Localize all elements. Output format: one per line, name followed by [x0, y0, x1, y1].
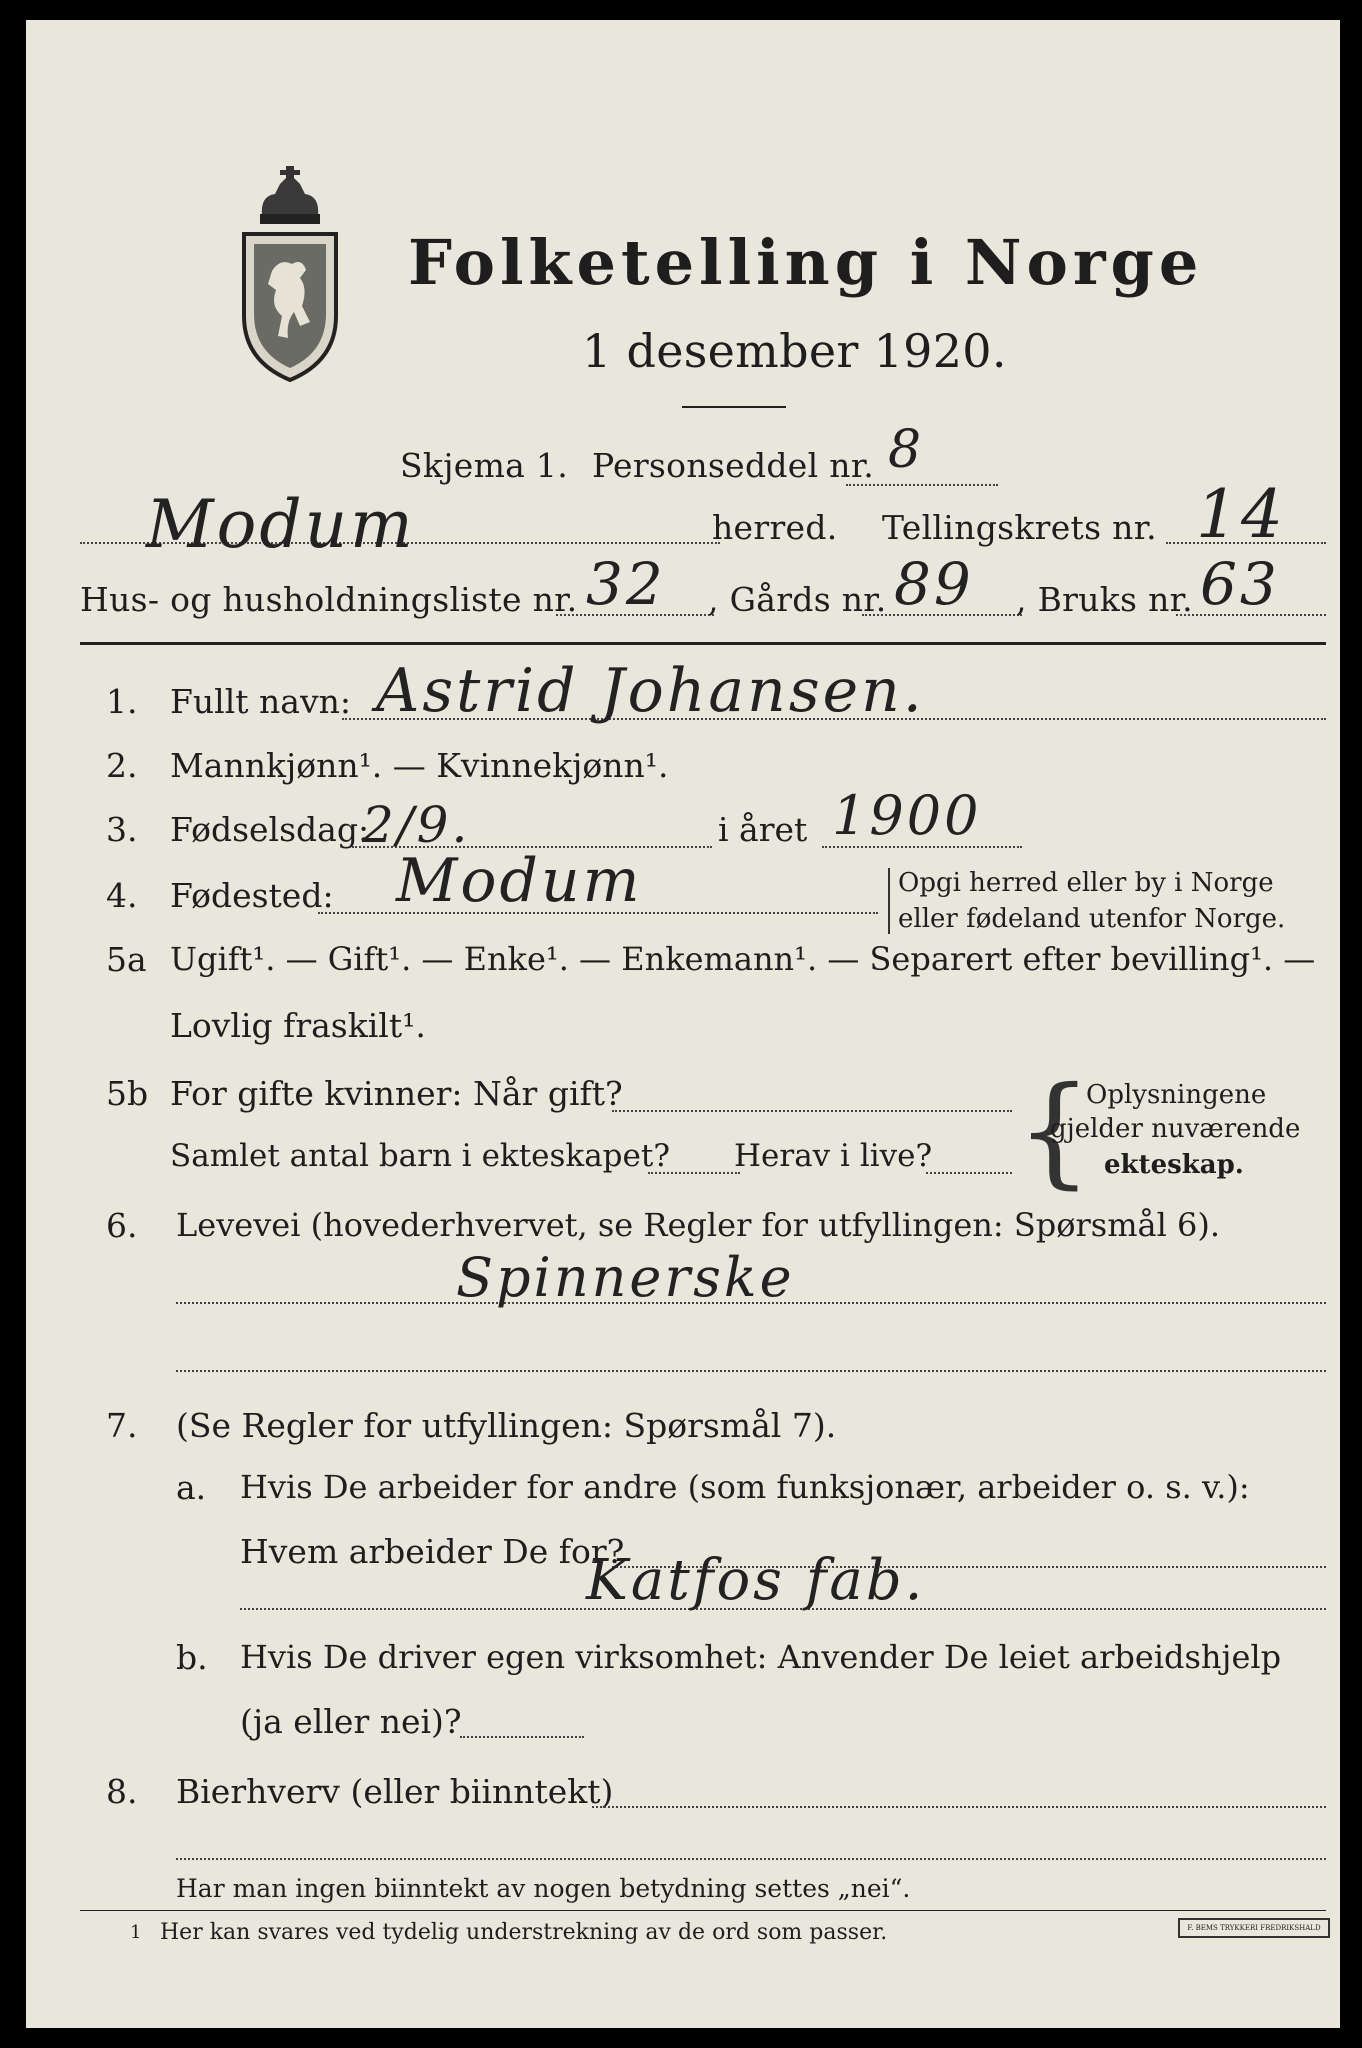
form-title: Folketelling i Norge [408, 226, 1204, 299]
header-divider [80, 642, 1326, 645]
q4-value: Modum [396, 846, 643, 916]
q5b-line-1: For gifte kvinner: Når gift? [170, 1074, 623, 1113]
hus-label: Hus- og husholdningsliste nr. [80, 580, 578, 619]
q5b-note-brace: { [1016, 1062, 1093, 1201]
q6-line-2[interactable] [176, 1370, 1326, 1372]
q7-label: (Se Regler for utfyllingen: Spørsmål 7). [176, 1406, 837, 1445]
tellingskrets-label: Tellingskrets nr. [882, 508, 1157, 547]
q5b-line-2b: Herav i live? [734, 1138, 933, 1174]
footer-note: Har man ingen biinntekt av nogen betydning settes „nei“. [176, 1874, 911, 1903]
bruks-label: , Bruks nr. [1016, 580, 1193, 619]
q8-number: 8. [106, 1772, 138, 1811]
q8-label: Bierhverv (eller biinntekt) [176, 1772, 614, 1811]
q7a-letter: a. [176, 1468, 207, 1507]
q2-label: Mannkjønn¹. — Kvinnekjønn¹. [170, 746, 669, 785]
bruks-value: 63 [1200, 550, 1280, 618]
q8-line-1[interactable] [592, 1806, 1326, 1808]
q4-label: Fødested: [170, 876, 334, 915]
footer-divider [80, 1910, 1326, 1911]
q7b-line[interactable] [460, 1736, 584, 1738]
census-form-page [26, 20, 1340, 2028]
q5b-when-line[interactable] [612, 1110, 1012, 1112]
footnote: Her kan svares ved tydelig understrekning av de ord som passer. [160, 1920, 888, 1945]
q5a-line-1: Ugift¹. — Gift¹. — Enke¹. — Enkemann¹. — Separert efter bevilling¹. — [170, 940, 1316, 978]
q3-value: 2/9. [362, 796, 471, 854]
q3-number: 3. [106, 810, 138, 849]
form-date: 1 desember 1920. [582, 324, 1007, 378]
q5b-note-1: Oplysningene [1086, 1080, 1267, 1110]
herred-label: herred. [712, 508, 838, 547]
q4-note-1: Opgi herred eller by i Norge [898, 868, 1274, 898]
gards-value: 89 [894, 550, 974, 618]
q8-line-2[interactable] [176, 1858, 1326, 1860]
q7-number: 7. [106, 1406, 138, 1445]
q4-note-2: eller fødeland utenfor Norge. [898, 904, 1286, 934]
q5b-number: 5b [106, 1074, 149, 1113]
tellingskrets-value: 14 [1196, 476, 1286, 553]
q7b-line-1: Hvis De driver egen virksomhet: Anvender De leiet arbeidshjelp [240, 1638, 1282, 1676]
q6-value: Spinnerske [456, 1246, 795, 1309]
q5a-number: 5a [106, 940, 147, 979]
q7a-line-2: Hvem arbeider De for? [240, 1532, 625, 1571]
herred-value: Modum [146, 486, 416, 563]
q7b-letter: b. [176, 1638, 208, 1677]
q5b-alive-line[interactable] [926, 1172, 1012, 1174]
skjema-label: Skjema 1. [400, 446, 569, 485]
title-divider [682, 406, 786, 408]
q3-label: Fødselsdag: [170, 810, 370, 849]
personseddel-label: Personseddel nr. [592, 446, 875, 485]
personseddel-line[interactable] [846, 484, 998, 486]
coat-of-arms-icon [240, 166, 340, 382]
q5b-children-line[interactable] [648, 1172, 740, 1174]
q6-label: Levevei (hovederhvervet, se Regler for utfyllingen: Spørsmål 6). [176, 1206, 1221, 1244]
printer-stamp: F. BEMS TRYKKERI FREDRIKSHALD [1178, 1918, 1330, 1938]
q2-number: 2. [106, 746, 138, 785]
q1-label: Fullt navn: [170, 682, 351, 721]
hus-value: 32 [586, 550, 666, 618]
q5b-note-2: gjelder nuværende [1050, 1114, 1301, 1144]
q3-year-value: 1900 [832, 784, 982, 847]
q1-value: Astrid Johansen. [376, 656, 925, 726]
q7a-line-1: Hvis De arbeider for andre (som funksjonær, arbeider o. s. v.): [240, 1468, 1250, 1506]
q5b-line-2a: Samlet antal barn i ekteskapet? [170, 1138, 670, 1174]
q1-number: 1. [106, 682, 138, 721]
q3-year-label: i året [718, 810, 808, 849]
q4-number: 4. [106, 876, 138, 915]
q6-number: 6. [106, 1206, 138, 1245]
q5a-line-2: Lovlig fraskilt¹. [170, 1006, 426, 1045]
personseddel-value: 8 [888, 420, 925, 480]
q7a-value: Katfos fab. [586, 1548, 926, 1613]
footnote-mark: 1 [130, 1922, 142, 1943]
q4-note-bracket [888, 868, 892, 934]
q5b-note-3: ekteskap. [1104, 1150, 1244, 1180]
q7b-line-2: (ja eller nei)? [240, 1702, 462, 1741]
gards-label: , Gårds nr. [708, 580, 887, 619]
